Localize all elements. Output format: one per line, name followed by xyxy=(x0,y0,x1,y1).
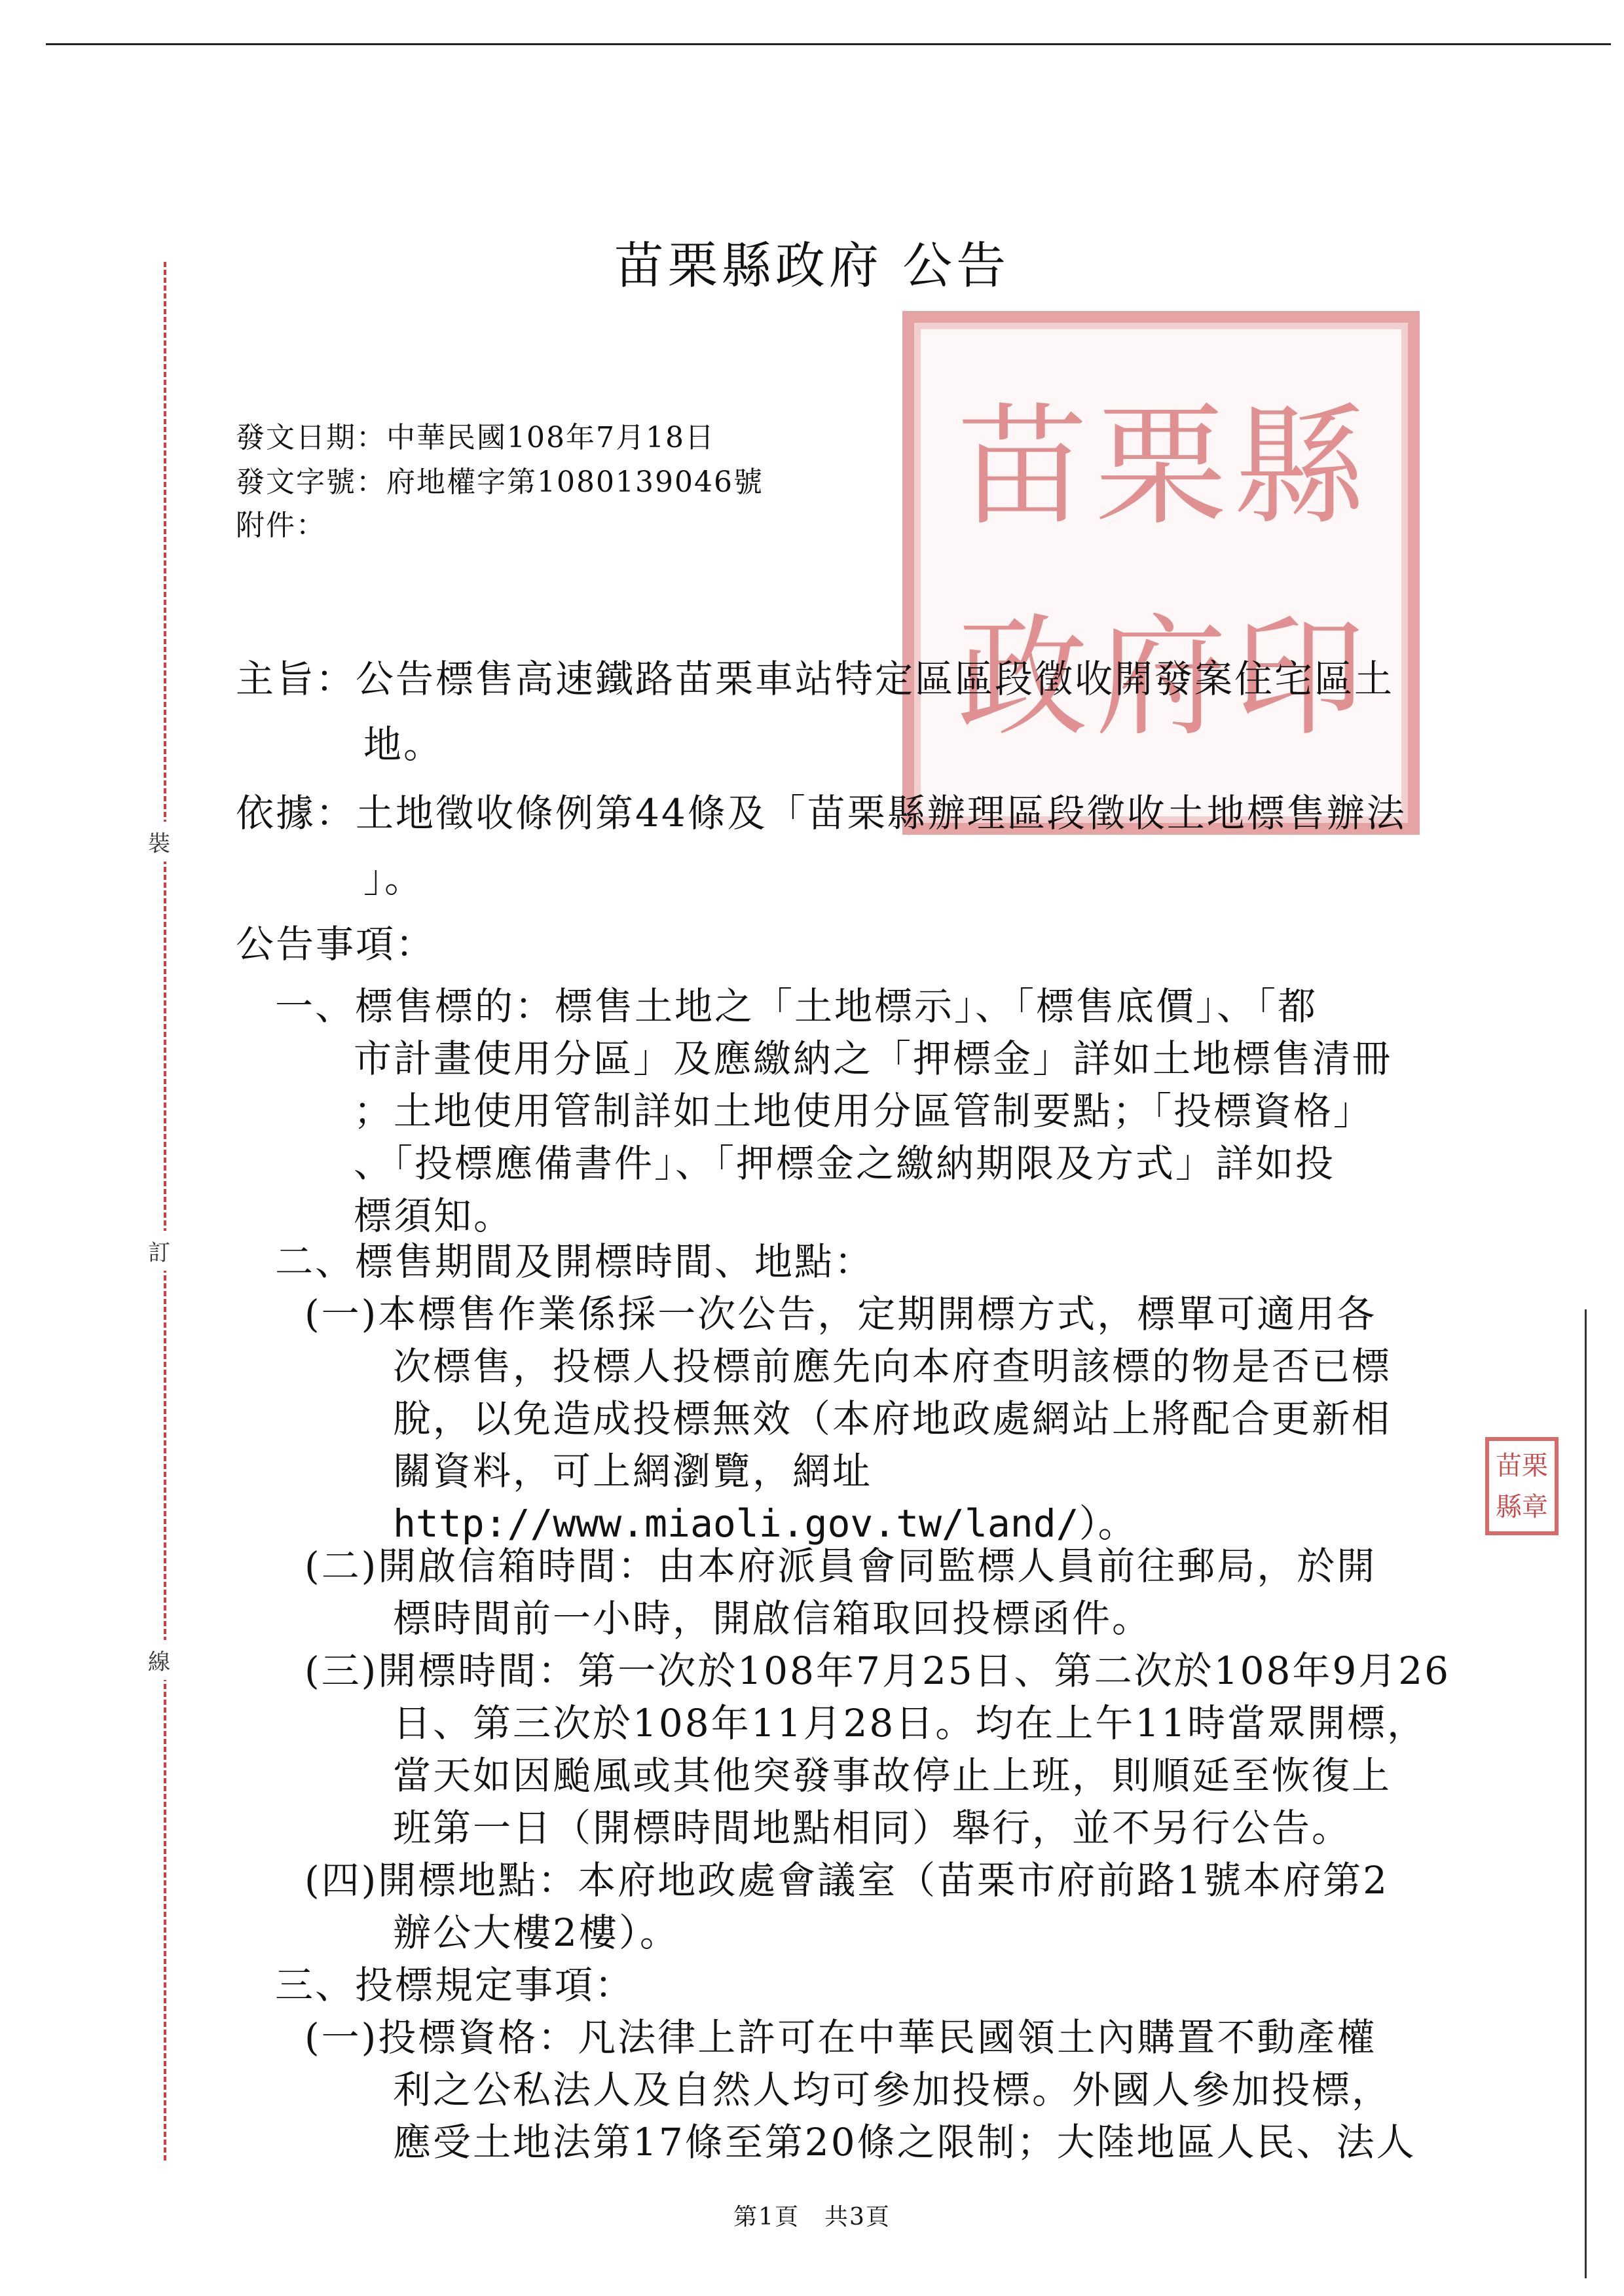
seal-char: 苗 xyxy=(957,391,1088,543)
item-2-2-line: 標時間前一小時，開啟信箱取回投標函件。 xyxy=(393,1596,1153,1641)
item-1-line: 市計畫使用分區」及應繳納之「押標金」詳如土地標售清冊 xyxy=(354,1036,1393,1081)
top-rule xyxy=(46,43,1611,45)
item-2-1-line: 次標售，投標人投標前應先向本府查明該標的物是否已標 xyxy=(393,1344,1392,1389)
notice-items-heading: 公告事項： xyxy=(236,922,436,966)
item-2-3-line: 班第一日（開標時間地點相同）舉行，並不另行公告。 xyxy=(393,1806,1352,1850)
item-2-3-line: (三)開標時間：第一次於108年7月25日、第二次於108年9月26 xyxy=(304,1649,1451,1693)
item-2-4-line: (四)開標地點：本府地政處會議室（苗栗市府前路1號本府第2 xyxy=(304,1858,1390,1903)
small-seal-char: 章 xyxy=(1522,1491,1548,1522)
issue-number: 發文字號：府地權字第1080139046號 xyxy=(236,465,764,499)
item-3-1-line: 應受土地法第17條至第20條之限制；大陸地區人民、法人 xyxy=(393,2120,1416,2164)
basis-line-cont: 」。 xyxy=(363,856,425,901)
item-2-4-line: 辦公大樓2樓）。 xyxy=(393,1910,680,1955)
small-seal-stamp xyxy=(1485,1437,1559,1535)
small-seal-char: 栗 xyxy=(1522,1450,1548,1481)
subject-line-cont: 地。 xyxy=(363,722,444,767)
item-2-heading: 二、標售期間及開標時間、地點： xyxy=(275,1239,875,1284)
item-2-2-line: (二)開啟信箱時間：由本府派員會同監標人員前往郵局，於開 xyxy=(304,1544,1377,1588)
issue-date: 發文日期：中華民國108年7月18日 xyxy=(236,421,715,454)
item-1-line: 、「投標應備書件」、「押標金之繳納期限及方式」詳如投 xyxy=(354,1141,1336,1186)
attachment-label: 附件： xyxy=(236,509,326,542)
item-2-1-line: 關資料，可上網瀏覽，網址 xyxy=(393,1449,873,1493)
item-3-1-line: 利之公私法人及自然人均可參加投標。外國人參加投標， xyxy=(393,2068,1392,2112)
seal-char: 栗 xyxy=(1095,391,1227,543)
page-number: 第1頁 共3頁 xyxy=(733,2204,891,2231)
small-seal-char: 苗 xyxy=(1496,1450,1522,1481)
item-2-3-line: 日、第三次於108年11月28日。均在上午11時當眾開標， xyxy=(393,1701,1428,1745)
binding-char-zhuang: 裝 xyxy=(148,822,170,862)
seal-char: 縣 xyxy=(1234,391,1365,543)
item-3-1-line: (一)投標資格：凡法律上許可在中華民國領土內購置不動產權 xyxy=(304,2015,1377,2060)
seal-char: 府 xyxy=(1095,602,1227,754)
right-rule xyxy=(1585,1309,1587,2278)
seal-char: 印 xyxy=(1234,602,1365,754)
binding-char-xian: 線 xyxy=(148,1640,170,1680)
item-1-line: 一、標售標的：標售土地之「土地標示」、「標售底價」、「都 xyxy=(275,984,1318,1029)
official-seal-stamp xyxy=(902,311,1420,835)
binding-char-ding: 訂 xyxy=(148,1231,170,1271)
basis-line: 依據：土地徵收條例第44條及「苗栗縣辦理區段徵收土地標售辦法 xyxy=(236,791,1407,835)
item-3-heading: 三、投標規定事項： xyxy=(275,1963,635,2007)
item-2-1-line: (一)本標售作業係採一次公告，定期開標方式，標單可適用各 xyxy=(304,1292,1377,1336)
item-1-line: 標須知。 xyxy=(354,1194,514,1238)
seal-char: 政 xyxy=(957,602,1088,754)
item-2-3-line: 當天如因颱風或其他突發事故停止上班，則順延至恢復上 xyxy=(393,1753,1392,1798)
item-1-line: ；土地使用管制詳如土地使用分區管制要點；「投標資格」 xyxy=(354,1089,1374,1133)
website-url: http://www.miaoli.gov.tw/land/）。 xyxy=(393,1501,1136,1546)
subject-line: 主旨：公告標售高速鐵路苗栗車站特定區區段徵收開發案住宅區土 xyxy=(236,657,1395,701)
binding-dashed-line xyxy=(164,262,166,2160)
page-title: 苗栗縣政府 公告 xyxy=(614,236,1010,295)
item-2-1-line: 脫，以免造成投標無效（本府地政處網站上將配合更新相 xyxy=(393,1396,1392,1441)
small-seal-char: 縣 xyxy=(1496,1491,1522,1522)
